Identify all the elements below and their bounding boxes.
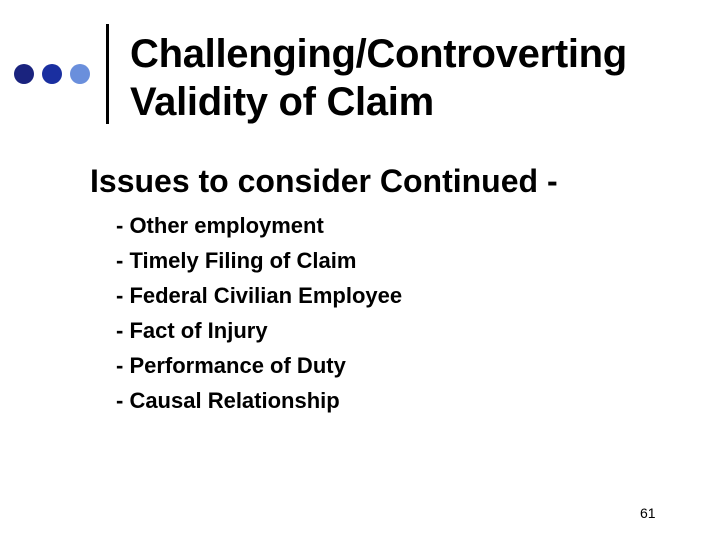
list-item: - Performance of Duty (116, 353, 346, 378)
slide-title-line-2: Validity of Claim (130, 80, 434, 124)
section-heading: Issues to consider Continued - (90, 163, 558, 199)
list-item: - Other employment (116, 213, 324, 238)
title-divider (106, 24, 109, 124)
page-number: 61 (640, 505, 656, 521)
list-item: - Causal Relationship (116, 388, 340, 413)
slide-title (130, 30, 627, 126)
decorative-dot-3 (70, 64, 90, 84)
decorative-dot-2 (42, 64, 62, 84)
issues-list (116, 208, 402, 418)
decorative-dot-1 (14, 64, 34, 84)
slide-title-line-1: Challenging/Controverting (130, 32, 627, 76)
list-item: - Fact of Injury (116, 318, 268, 343)
list-item: - Timely Filing of Claim (116, 248, 357, 273)
list-item: - Federal Civilian Employee (116, 283, 403, 308)
